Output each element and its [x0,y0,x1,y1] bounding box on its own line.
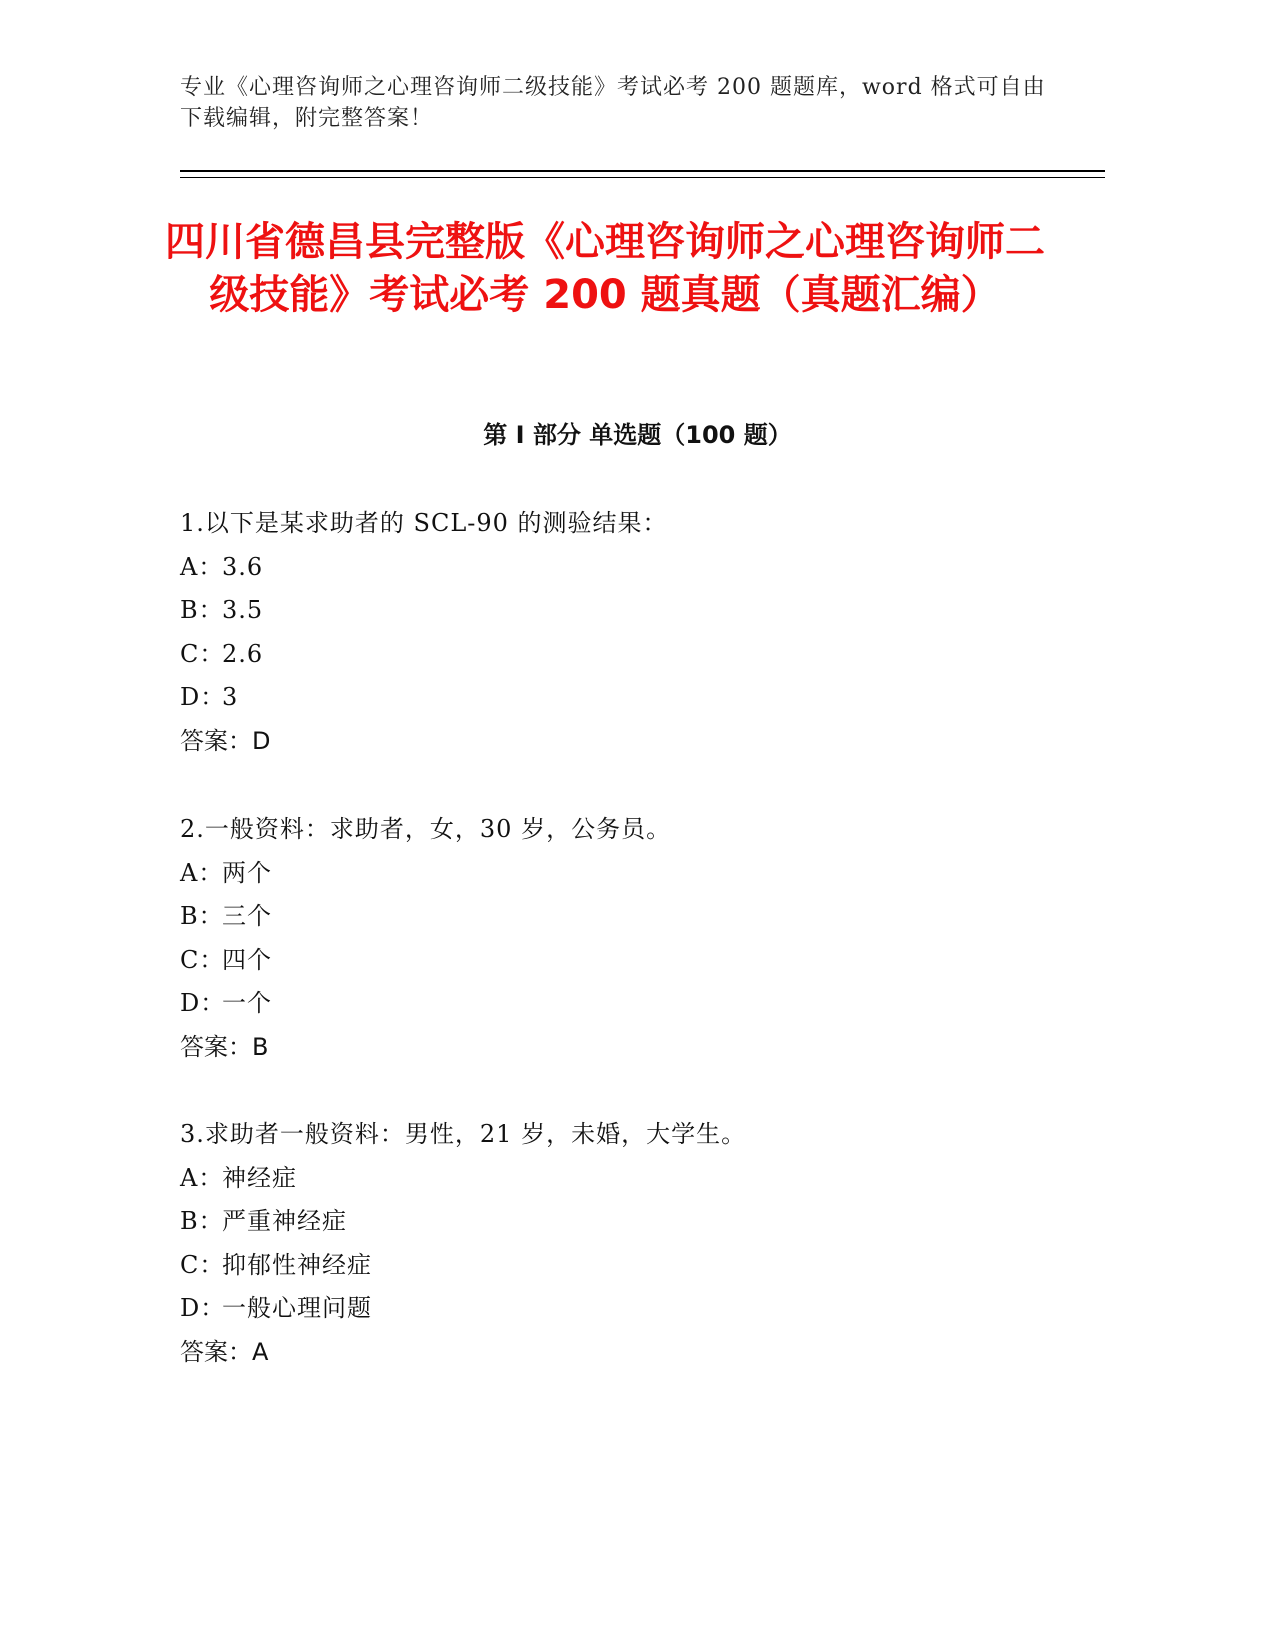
option-text: 三个 [222,902,272,930]
question-stem: 1.以下是某求助者的 SCL-90 的测验结果： [180,509,668,537]
question-stem: 2.一般资料：求助者，女，30 岁，公务员。 [180,815,672,843]
question-block [180,1113,1080,1374]
option-text: 3.6 [222,552,264,581]
option-text: 抑郁性神经症 [222,1250,372,1279]
option-d [180,676,1080,720]
option-letter: C： [180,1250,225,1279]
option-text: 两个 [222,858,272,887]
option-letter: C： [180,945,225,974]
header-note: 专业《心理咨询师之心理咨询师二级技能》考试必考 200 题题库，word 格式可自由下载编辑，附完整答案！ [180,75,1046,131]
question-block [180,502,1080,763]
option-c [180,1244,1080,1288]
question-stem: 3.求助者一般资料：男性，21 岁，未婚，大学生。 [180,1120,747,1148]
answer-line: 答案：D [180,726,271,755]
option-letter: B： [180,902,224,930]
option-text: 一个 [222,989,272,1017]
option-b [180,589,1080,633]
option-letter: A： [180,858,224,887]
option-text: 3 [222,683,239,711]
answer-line: 答案：A [180,1337,269,1366]
option-a [180,1157,1080,1201]
option-letter: D： [180,989,226,1017]
option-letter: B： [180,596,224,624]
option-text: 3.5 [222,596,264,624]
option-text: 2.6 [222,639,264,668]
option-d [180,982,1080,1026]
answer-line: 答案：B [180,1032,269,1061]
option-d [180,1287,1080,1331]
option-text: 神经症 [222,1163,297,1192]
option-c [180,939,1080,983]
option-letter: A： [180,552,224,581]
option-b [180,895,1080,939]
option-a [180,546,1080,590]
option-b [180,1200,1080,1244]
question-block [180,808,1080,1069]
header-divider-thick [180,170,1105,172]
document-title: 四川省德昌县完整版《心理咨询师之心理咨询师二级技能》考试必考 200 题真题（真题汇编） [165,219,1045,318]
option-letter: D： [180,683,226,711]
option-letter: C： [180,639,225,668]
section-heading: 第 I 部分 单选题（100 题） [483,421,792,449]
option-letter: A： [180,1163,224,1192]
option-text: 四个 [222,945,272,974]
option-c [180,633,1080,677]
option-letter: B： [180,1207,224,1235]
option-letter: D： [180,1294,226,1322]
option-a [180,852,1080,896]
option-text: 一般心理问题 [222,1294,372,1322]
option-text: 严重神经症 [222,1207,347,1235]
header-divider-thin [180,177,1105,178]
